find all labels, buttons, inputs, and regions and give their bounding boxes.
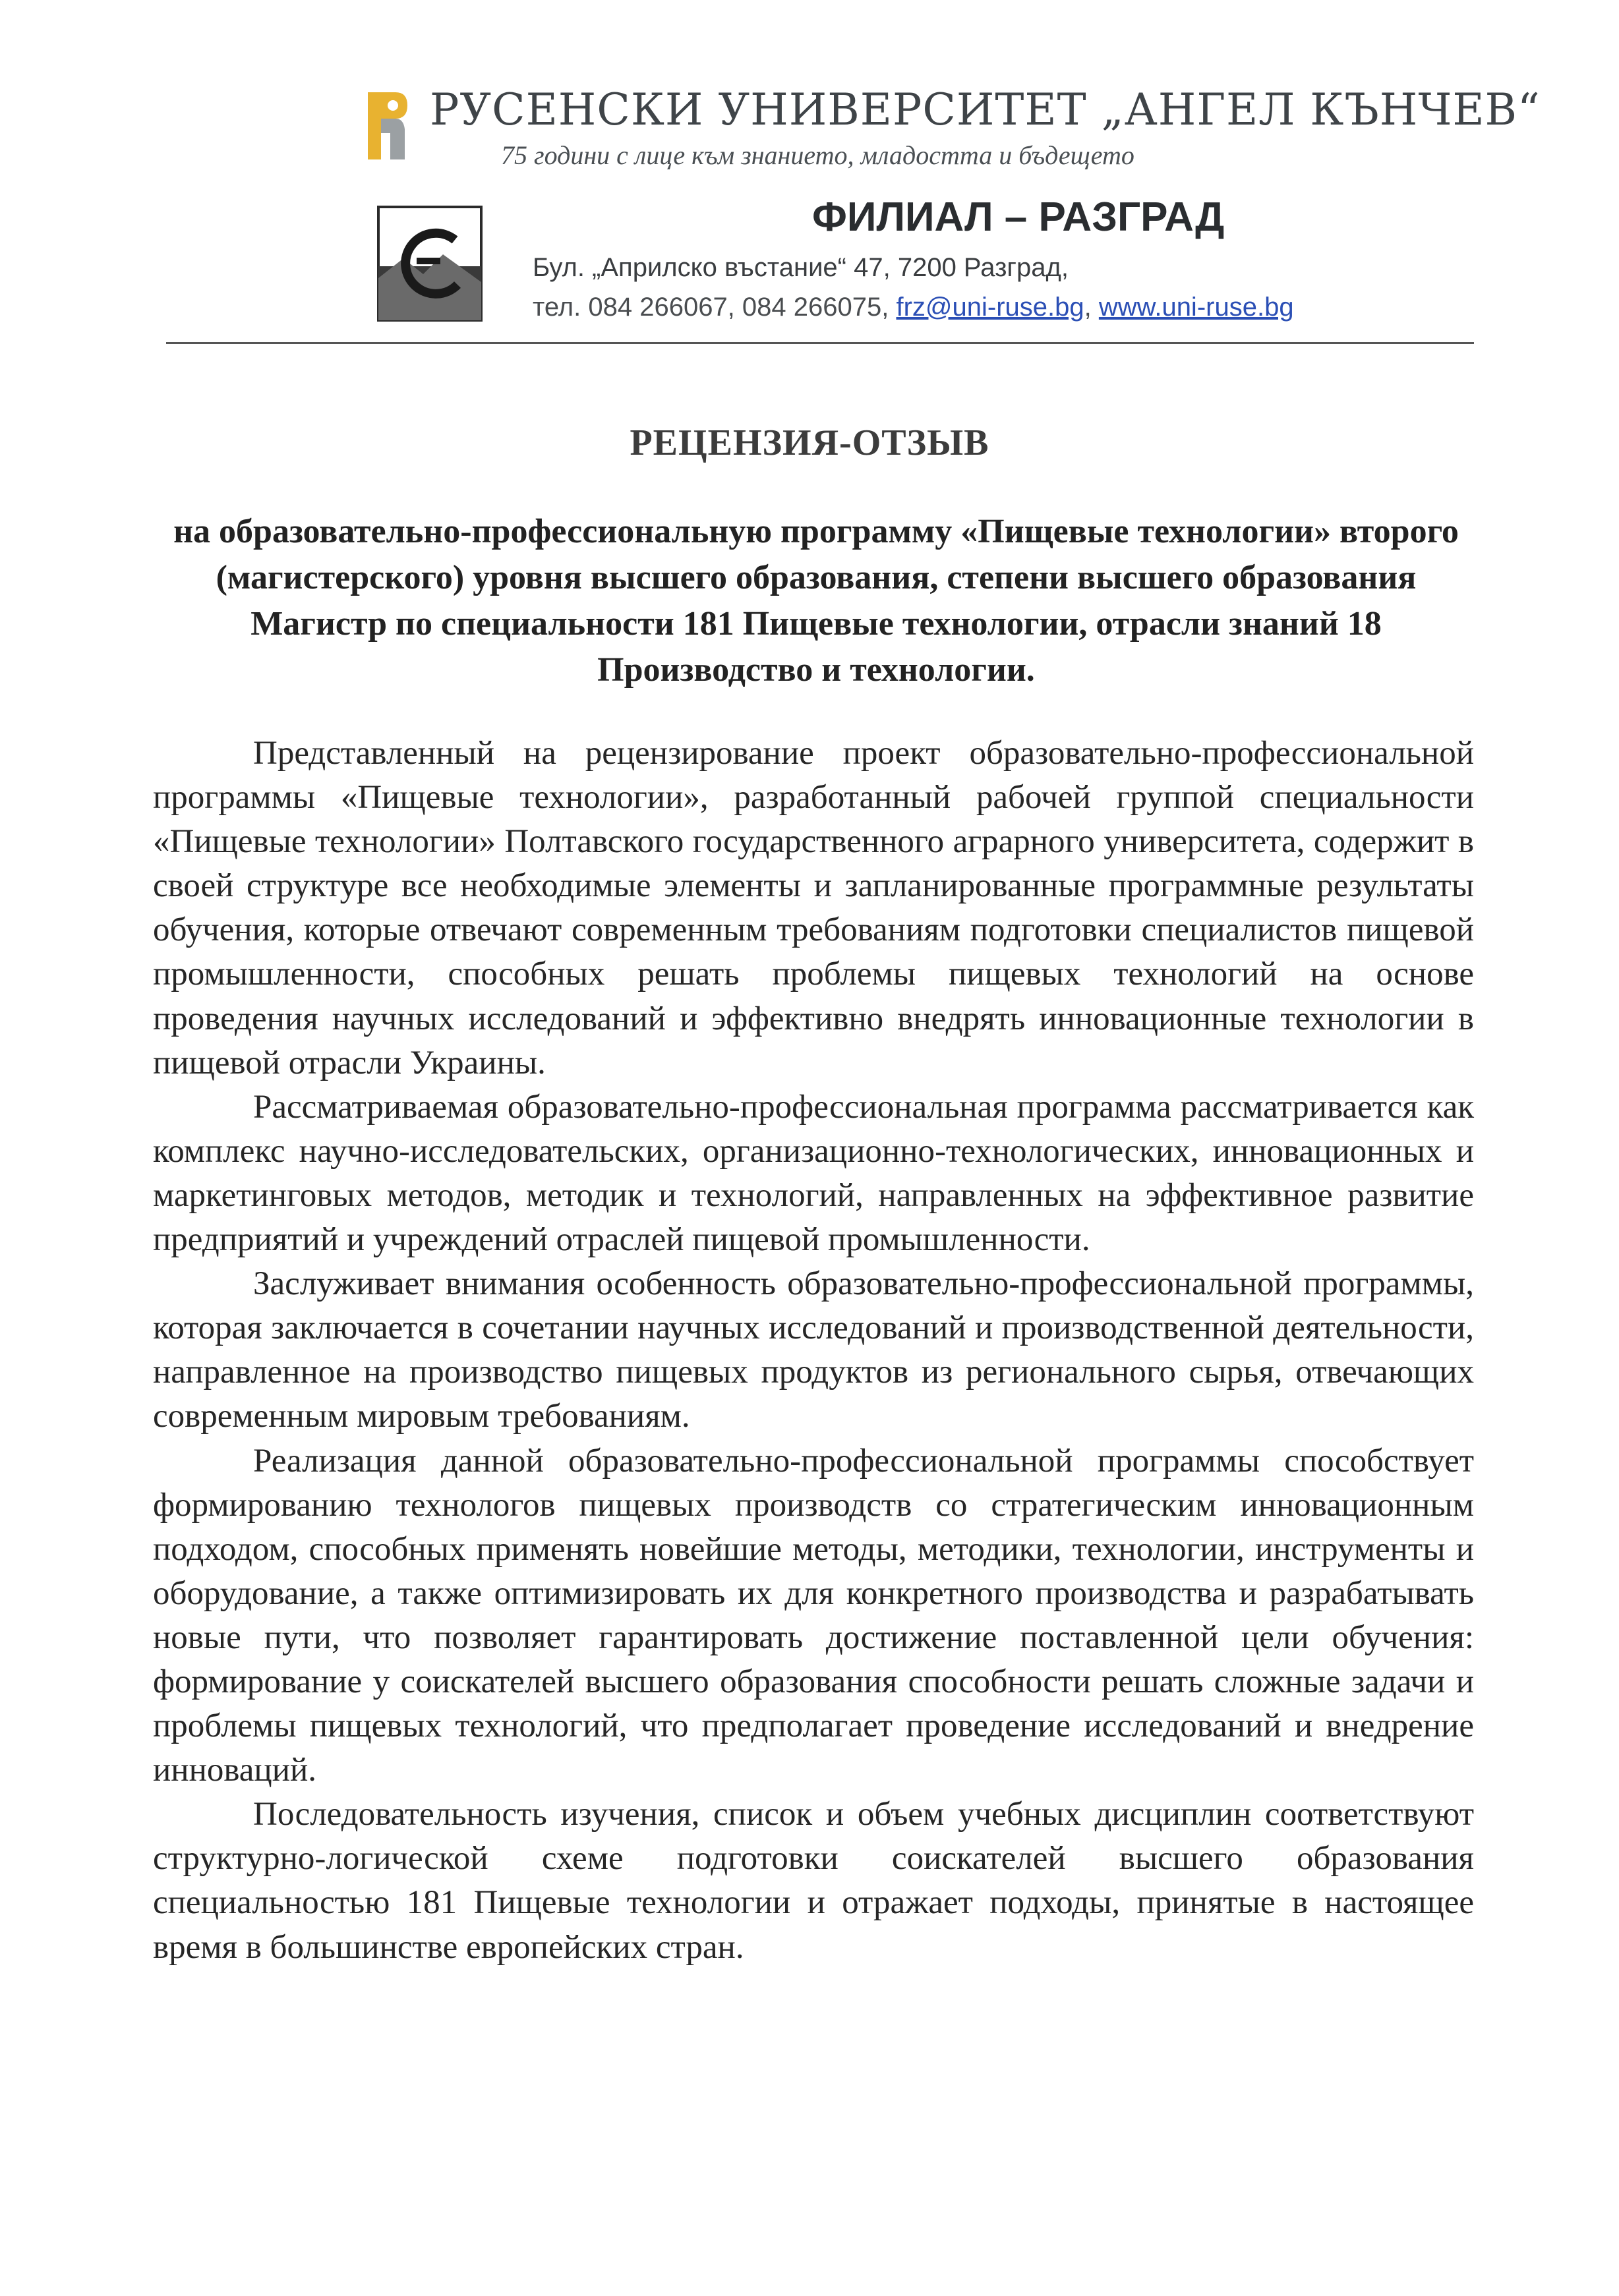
email-link[interactable]: frz@uni-ruse.bg	[896, 293, 1084, 322]
paragraph: Реализация данной образовательно-профессиональной программы способствует формированию технологов пищевых производств со стратегическим инновационным подходом, способных применять новейшие методы, методики, технологии, инструменты и оборудование, а также оптимизировать их для конкретного производства и разрабатывать новые пути, что позволяет гарантировать достижение поставленной цели обучения: формирование у соискателей высшего образования способности решать сложные задачи и проблемы пищевых технологий, что предполагает проведение исследований и внедрение инноваций.	[153, 1442, 1474, 1789]
university-name: РУСЕНСКИ УНИВЕРСИТЕТ „АНГЕЛ КЪНЧЕВ“	[430, 84, 1541, 135]
university-motto: 75 години с лице към знанието, младостта и бъдещето	[501, 140, 1134, 170]
document-title: РЕЦЕНЗИЯ-ОТЗЫВ	[630, 422, 989, 463]
paragraph: Рассматриваемая образовательно-профессиональная программа рассматривается как комплекс научно-исследовательских, организационно-технологических, инновационных и маркетинговых методов, методик и технологий, направленных на эффективное развитие предприятий и учреждений отраслей пищевой промышленности.	[153, 1088, 1474, 1259]
branch-address: Бул. „Априлско въстание“ 47, 7200 Разград,	[533, 253, 1069, 282]
paragraph: Представленный на рецензирование проект образовательно-профессиональной программы «Пищевые технологии», разработанный рабочей группой специальности «Пищевые технологии» Полтавского государственного аграрного университета, содержит в своей структуре все необходимые элементы и запланированные программные результаты обучения, которые отвечают современным требованиям подготовки специалистов пищевой промышленности, способных решать проблемы пищевых технологий на основе проведения научных исследований и эффективно внедрять инновационные технологии в пищевой отрасли Украины.	[153, 735, 1474, 1081]
paragraph: Заслуживает внимания особенность образовательно-профессиональной программы, которая заключается в сочетании научных исследований и производственной деятельности, направленное на производство пищевых продуктов из регионального сырья, отвечающих современным мировым требованиям.	[153, 1265, 1474, 1435]
university-logo-icon	[364, 86, 411, 165]
branch-logo-icon	[377, 206, 483, 322]
branch-name: ФИЛИАЛ – РАЗГРАД	[812, 194, 1225, 240]
website-link[interactable]: www.uni-ruse.bg	[1098, 293, 1294, 322]
document-subtitle: на образовательно-профессиональную программу «Пищевые технологии» второго (магистерского) уровня высшего образования, степени высшего образования Магистр по специальности 181 Пищевые технологии, отрасли знаний 18 Производство и технологии.	[173, 513, 1459, 689]
branch-phones: тел. 084 266067, 084 266075,	[533, 293, 889, 322]
paragraph: Последовательность изучения, список и объем учебных дисциплин соответствуют структурно-логической схеме подготовки соискателей высшего образования специальностью 181 Пищевые технологии и отражает подходы, принятые в настоящее время в большинстве европейских стран.	[153, 1796, 1474, 1966]
header-divider	[166, 342, 1474, 344]
document-body	[153, 732, 1474, 1970]
branch-contacts: тел. 084 266067, 084 266075, frz@uni-ruse.bg, www.uni-ruse.bg	[533, 293, 1294, 322]
